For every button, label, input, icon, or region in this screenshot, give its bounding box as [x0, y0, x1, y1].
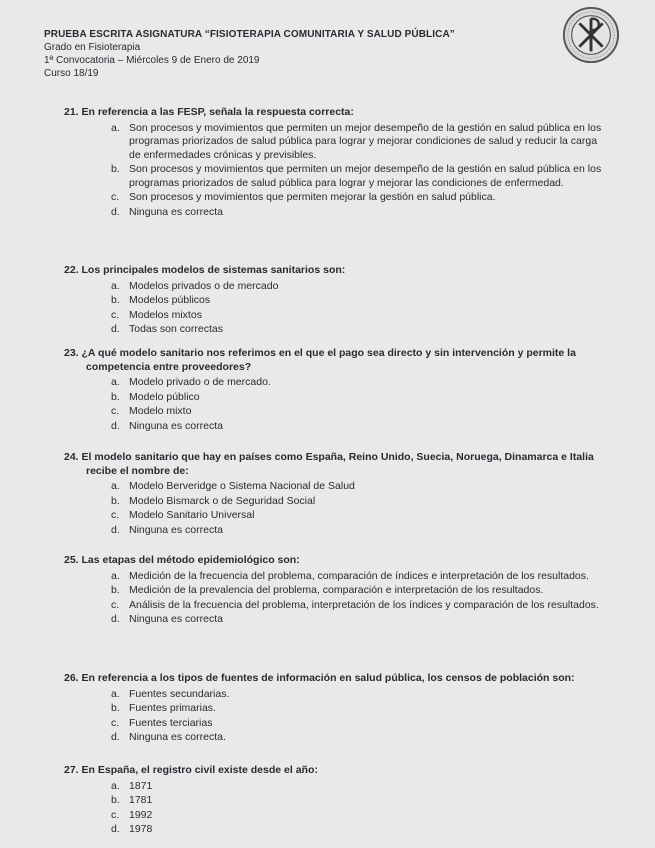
option-list: [64, 376, 609, 433]
question-text: 21. En referencia a las FESP, señala la respuesta correcta:: [64, 106, 354, 118]
question-text: 22. Los principales modelos de sistemas sanitarios son:: [64, 264, 346, 276]
option-a: a. 1871: [111, 779, 153, 792]
option-c: c. 1992: [111, 808, 153, 821]
question-text: 24. El modelo sanitario que hay en países como España, Reino Unido, Suecia, Noruega, Dinamarca e Italia recibe el nombre de:: [64, 451, 594, 477]
option-a: a. Medición de la frecuencia del problema, comparación de índices e interpretación de los resultados.: [111, 569, 589, 582]
question-27: [64, 764, 609, 838]
exam-title: PRUEBA ESCRITA ASIGNATURA “FISIOTERAPIA COMUNITARIA Y SALUD PÚBLICA”: [44, 29, 455, 40]
question-text: 23. ¿A qué modelo sanitario nos referimos en el que el pago sea directo y sin intervención y permite la competencia entre proveedores?: [64, 347, 576, 373]
option-c: c. Son procesos y movimientos que permiten mejorar la gestión en salud pública.: [111, 191, 496, 203]
option-c: c. Modelo mixto: [111, 405, 192, 417]
option-a: a. Son procesos y movimientos que permiten un mejor desempeño de la gestión en salud pública en los programas priorizados de salud pública para lograr y mejorar condiciones de salud y reducir la carga de enfermedades crónicas y previsibles.: [111, 121, 602, 161]
option-list: [64, 688, 609, 745]
session-line: 1ª Convocatoria – Miércoles 9 de Enero de 2019: [44, 55, 260, 66]
option-b: b. Son procesos y movimientos que permiten un mejor desempeño de la gestión en salud pública en los programas priorizados de salud pública para lograr y mejorar las condiciones de enfermedad.: [111, 163, 602, 189]
question-22: [64, 264, 609, 338]
option-d: d. Todas son correctas: [111, 323, 223, 335]
option-list: [64, 480, 609, 537]
option-list: [64, 570, 609, 627]
question-21: [64, 106, 609, 220]
option-list: [64, 280, 609, 337]
exam-header: [44, 28, 564, 80]
option-a: a. Modelos privados o de mercado: [111, 279, 279, 292]
option-b: b. Fuentes primarias.: [111, 702, 216, 714]
question-24: [64, 451, 609, 538]
option-d: d. Ninguna es correcta: [111, 205, 223, 218]
question-26: [64, 672, 609, 746]
option-b: b. Medición de la prevalencia del problema, comparación e interpretación de los resultados.: [111, 584, 544, 596]
option-a: a. Modelo Berveridge o Sistema Nacional de Salud: [111, 480, 355, 492]
question-text: 26. En referencia a los tipos de fuentes de información en salud pública, los censos de población son:: [64, 672, 575, 684]
option-c: c. Análisis de la frecuencia del problema, interpretación de los índices y comparación de los resultados.: [111, 598, 599, 611]
question-text: 27. En España, el registro civil existe desde el año:: [64, 764, 318, 776]
option-d: d. 1978: [111, 823, 153, 835]
option-a: a. Fuentes secundarias.: [111, 687, 230, 700]
question-text: 25. Las etapas del método epidemiológico son:: [64, 554, 300, 566]
option-list: [64, 122, 609, 220]
option-d: d. Ninguna es correcta: [111, 613, 223, 625]
option-b: b. Modelo público: [111, 390, 200, 403]
option-c: c. Modelo Sanitario Universal: [111, 509, 255, 521]
option-d: d. Ninguna es correcta.: [111, 731, 226, 743]
option-c: c. Fuentes terciarias: [111, 716, 213, 729]
university-seal-icon: [562, 6, 620, 64]
option-c: c. Modelos mixtos: [111, 308, 202, 321]
option-d: d. Ninguna es correcta: [111, 419, 223, 432]
option-list: [64, 780, 609, 837]
option-b: b. Modelo Bismarck o de Seguridad Social: [111, 494, 316, 507]
course-line: Curso 18/19: [44, 68, 99, 79]
option-a: a. Modelo privado o de mercado.: [111, 376, 271, 388]
degree-line: Grado en Fisioterapia: [44, 42, 141, 53]
option-b: b. Modelos públicos: [111, 294, 211, 306]
option-b: b. 1781: [111, 794, 153, 806]
question-23: [64, 347, 609, 434]
option-d: d. Ninguna es correcta: [111, 523, 223, 536]
question-25: [64, 554, 609, 628]
